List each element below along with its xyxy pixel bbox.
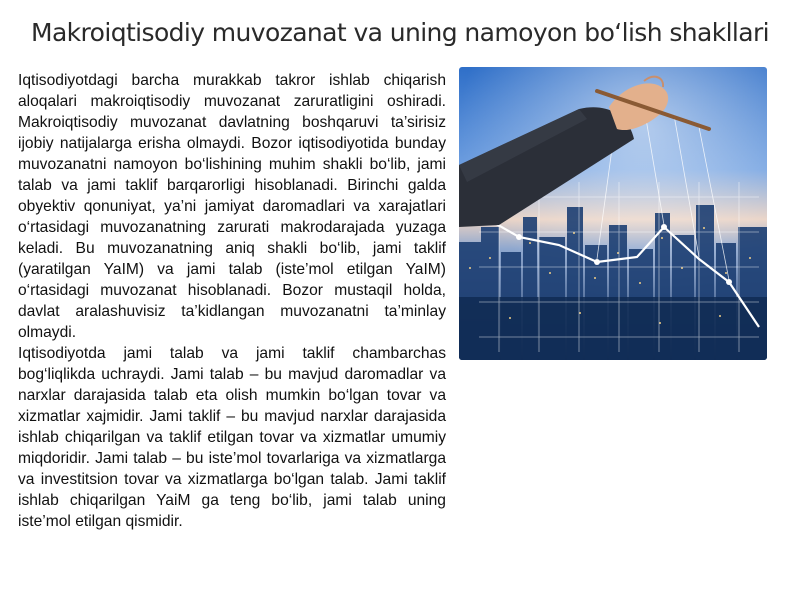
paragraph-2: Iqtisodiyotda jami talab va jami taklif chambarchas bog‘liqlikda uchraydi. Jami talab – bu mavjud daromadlar va narxlar darajasida talab eta olish mumkin bo‘lgan tovar va xizmatlar xajmidir. Jami taklif – bu mavjud narxlar darajasida ishlab chiqarilgan va taklif etilgan tovar va xizmatlar umumiy miqdoridir. Jami talab – bu iste’mol tovarlariga va xizmatlarga va investitsion tovar va xizmatlarga bo‘lgan talab. Jami taklif ishlab chiqarilgan YaiM ga teng bo‘lib, jami talab uning iste’mol etilgan qismidir. [18,345,446,530]
slide-title: Makroiqtisodiy muvozanat va uning namoyon bo‘lish shakllari [30,18,770,47]
body-text [18,70,446,532]
paragraph-1: Iqtisodiyotdagi barcha murakkab takror ishlab chiqarish aloqalari makroiqtisodiy muvozanat zaruratligini oshiradi. Makroiqtisodiy muvozanat davlatning boshqaruvi ta’sirisiz ijobiy natijalarga erisha olmaydi. Bozor iqtisodiyotida bunday muvozanatni namoyon bo‘lishining muhim shakli bo‘lib, jami talab va jami taklif barqarorligi hisoblanadi. Birinchi galda obyektiv qonuniyat, ya’ni jamiyat daromadlari va xarajatlari o‘rtasidagi muvozanatning zarurati makrodarajada yuzaga keladi. Bu muvozanatning aniq shakli bo‘lib, jami taklif (yaratilgan YaIM) va jami talab (iste’mol etilgan YaIM) o‘rtasidagi muvozanat hisoblanadi. Bozor mustaqil holda, davlat aralashuvisiz ta’kidlangan muvozanatni ta’minlay olmaydi. [18,72,446,341]
economy-puppet-illustration [459,67,767,360]
